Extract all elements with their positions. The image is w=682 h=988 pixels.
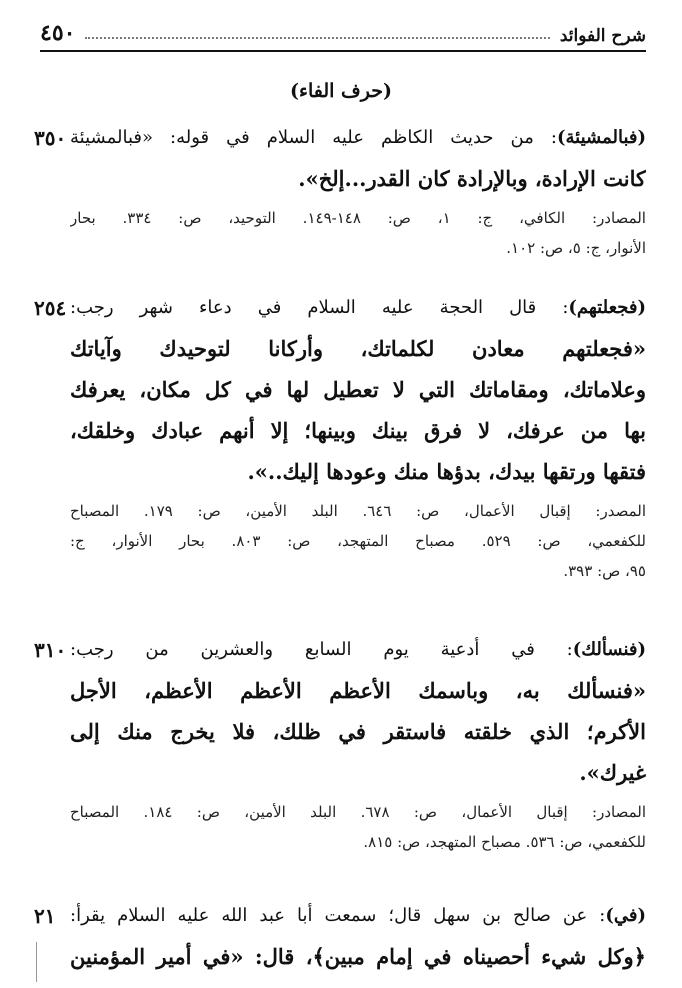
entry-intro <box>70 630 646 670</box>
source-line: ٩٥، ص: ٣٩٣. <box>563 562 646 580</box>
quote-line: ﴿وكل شيء أحصيناه في إمام مبين﴾، قال: «في أمير المؤمنين <box>70 944 646 969</box>
entry-intro <box>70 118 646 158</box>
margin-rule <box>36 942 37 982</box>
entry-intro-text: : عن صالح بن سهل قال؛ سمعت أبا عبد الله عليه السلام يقرأ: <box>70 905 606 926</box>
entry-number: ٣١٠ <box>34 638 67 662</box>
entry-intro <box>70 896 646 936</box>
source-line: الأنوار، ج: ٥، ص: ١٠٢. <box>506 239 646 257</box>
source-line: للكفعمي، ص: ٥٣٦. مصباح المتهجد، ص: ٨١٥. <box>363 833 646 851</box>
quote-line: «فنسألك به، وباسمك الأعظم الأعظم الأعظم، الأجل <box>70 678 646 703</box>
entry-fi <box>34 896 646 977</box>
entry-fajaltahum <box>34 288 646 586</box>
entry-number: ٣٥٠ <box>34 126 67 150</box>
source-line: المصادر: إقبال الأعمال، ص: ٦٧٨. البلد الأمين، ص: ١٨٤. المصباح <box>70 803 646 821</box>
entry-intro-text: : قال الحجة عليه السلام في دعاء شهر رجب: <box>70 297 569 318</box>
entry-intro <box>70 288 646 328</box>
section-title: (حرف الفاء) <box>290 80 392 102</box>
quote-line: وعلاماتك، ومقاماتك التي لا تعطيل لها في كل مكان، يعرفك <box>70 377 646 402</box>
entry-number: ٢١ <box>34 904 56 928</box>
entry-fanasaluka <box>34 630 646 857</box>
source-line: المصدر: إقبال الأعمال، ص: ٦٤٦. البلد الأمين، ص: ١٧٩. المصباح <box>70 502 646 520</box>
entry-intro-text: : في أدعية يوم السابع والعشرين من رجب: <box>70 639 573 660</box>
page-number: ٤٥٠ <box>40 20 76 46</box>
quote-line: كانت الإرادة، وبالإرادة كان القدر...إلخ». <box>298 166 646 191</box>
entry-keyword: (فبالمشيئة) <box>556 127 646 148</box>
quote-line: فتقها ورتقها بيدك، بدؤها منك وعودها إليك..». <box>247 459 646 484</box>
entry-keyword: (فنسألك) <box>572 639 646 660</box>
quote-line: غيرك». <box>579 760 646 785</box>
entry-keyword: (في) <box>605 905 646 926</box>
header-title: شرح الفوائد <box>559 26 646 46</box>
entry-number: ٢٥٤ <box>34 296 67 320</box>
running-header <box>40 18 646 52</box>
quote-line: الأكرم؛ الذي خلقته فاستقر في ظلك، فلا يخرج منك إلى <box>70 719 646 744</box>
quote-line: بها من عرفك، لا فرق بينك وبينها؛ إلا أنهم عبادك وخلقك، <box>70 418 646 443</box>
header-leader-dots <box>85 37 549 39</box>
entry-keyword: (فجعلتهم) <box>568 297 646 318</box>
source-line: المصادر: الكافي، ج: ١، ص: ١٤٨-١٤٩. التوحيد، ص: ٣٣٤. بحار <box>70 209 646 227</box>
entry-intro-text: : من حديث الكاظم عليه السلام في قوله: «فبالمشيئة <box>70 127 557 148</box>
source-line: للكفعمي، ص: ٥٢٩. مصباح المتهجد، ص: ٨٠٣. بحار الأنوار، ج: <box>70 532 646 550</box>
quote-line: «فجعلتهم معادن لكلماتك، وأركانا لتوحيدك وآياتك <box>70 336 646 361</box>
entry-fabilmashia <box>34 118 646 263</box>
